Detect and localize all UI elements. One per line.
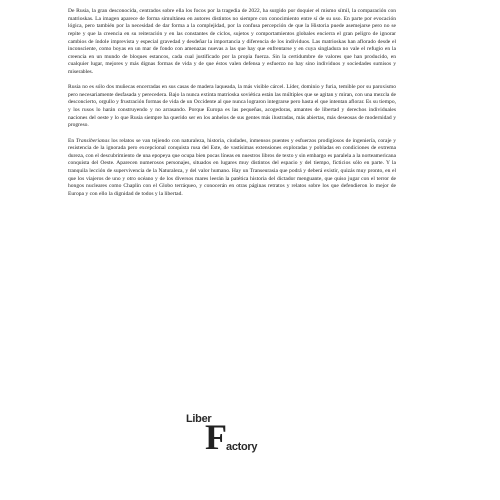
- paragraph-1: De Rusia, la gran desconocida, centrados sobre ella los focos por la tragedia de 2022, ha surgido por doquier el mismo símil, la comparación con matrioskas. La imagen aparece de forma simultánea en autores distintos no siempre con conocimiento entre sí de su uso. En parte por evocación lógica, pero también por la necesidad de dar forma a la complejidad, por la confusa percepción de que la Historia puede asemejarse pero no se repite y que la creencia en su reiteración y en las constantes de ciclos, sujetos y comportamientos globales encierra el gran peligro de ignorar cambios de índole imprevista y especial gravedad y desdeñar la importancia y diferencia de los individuos. Las matrioskas han aflorado desde el inconsciente, como boyas en un mar de fondo con amenazas nuevas a las que hay que enfrentarse y en cuya singladura no vale el refugio en la creencia en un mundo de bloques estancos, cada cual justificado por la propia fuerza. Sin la certidumbre de valores que han producido, en cualquier lugar, mejores y más dignas formas de vida y de que éstos valen defensa y esfuerzo no hay sino individuos y sociedades sumisos y miserables.: [68, 8, 396, 75]
- logo-letter-f: F: [205, 417, 227, 457]
- paragraph-2: Rusia no es sólo dos muñecas encerradas en sus casas de madera laqueada, la más visible cárcel. Líder, dominio y furia, temible por su paroxismo pero necesariamente desfasada y perecedera. Bajo la nunca extinta matrioska soviética están las múltiples que se agitan y miran, con una mezcla de desconcierto, orgullo y frustración formas de vida de un Occidente al que nunca lograron integrarse pero hasta el que intentan aflorar. Es su tiempo, y los rusos lo harán construyendo y no arrasando. Porque Europa es las pequeñas, acogedoras, amantes de libertad y derechos individuales naciones del oeste y lo que Rusia siempre ha querido ser en los anhelos de sus gentes más ilustradas, más abiertas, más deseosas de modernidad y progreso.: [68, 84, 396, 129]
- paragraph-3-rest: los relatos se van tejiendo con naturaleza, historia, ciudades, inmensos puentes y esfuerzos prodigiosos de ingeniería, coraje y resistencia de la ignorada pero excepcional conquista rusa del Este, de vastísimas extensiones exploradas y pobladas en condiciones de extrema dureza, con el descubrimiento de una epopeya que ocupa bien pocas líneas en nuestros libros de texto y sin embargo es paralela a la norteamericana conquista del Oeste. Aparecen numerosos personajes, situados en lugares muy distintos del espacio y del tiempo, ficticios sólo en parte. Y la tranquila lección de supervivencia de la Naturaleza, y del valor humano. Hay un Transeurasia que podrá y deberá existir, quizás muy pronto, en el que los viajeros de uno y otro océano y de los diversos mares leerán la patética historia del dictador menguante, que quiso jugar con el terror de hongos nucleares como Chaplin con el Globo terráqueo, y conocerán en otras páginas retratos y relatos sobre los que defendieron lo mejor de Europa y con ello la dignidad de todos y la libertad.: [68, 137, 396, 197]
- paragraph-3: [68, 138, 396, 199]
- logo-word-actory: actory: [226, 441, 258, 453]
- publisher-logo: [186, 409, 266, 465]
- body-text: [68, 8, 396, 206]
- paragraph-3-prefix: En: [68, 137, 76, 144]
- logo-word-liber: Liber: [186, 413, 212, 425]
- book-title-italic: Transiberianas: [75, 137, 110, 144]
